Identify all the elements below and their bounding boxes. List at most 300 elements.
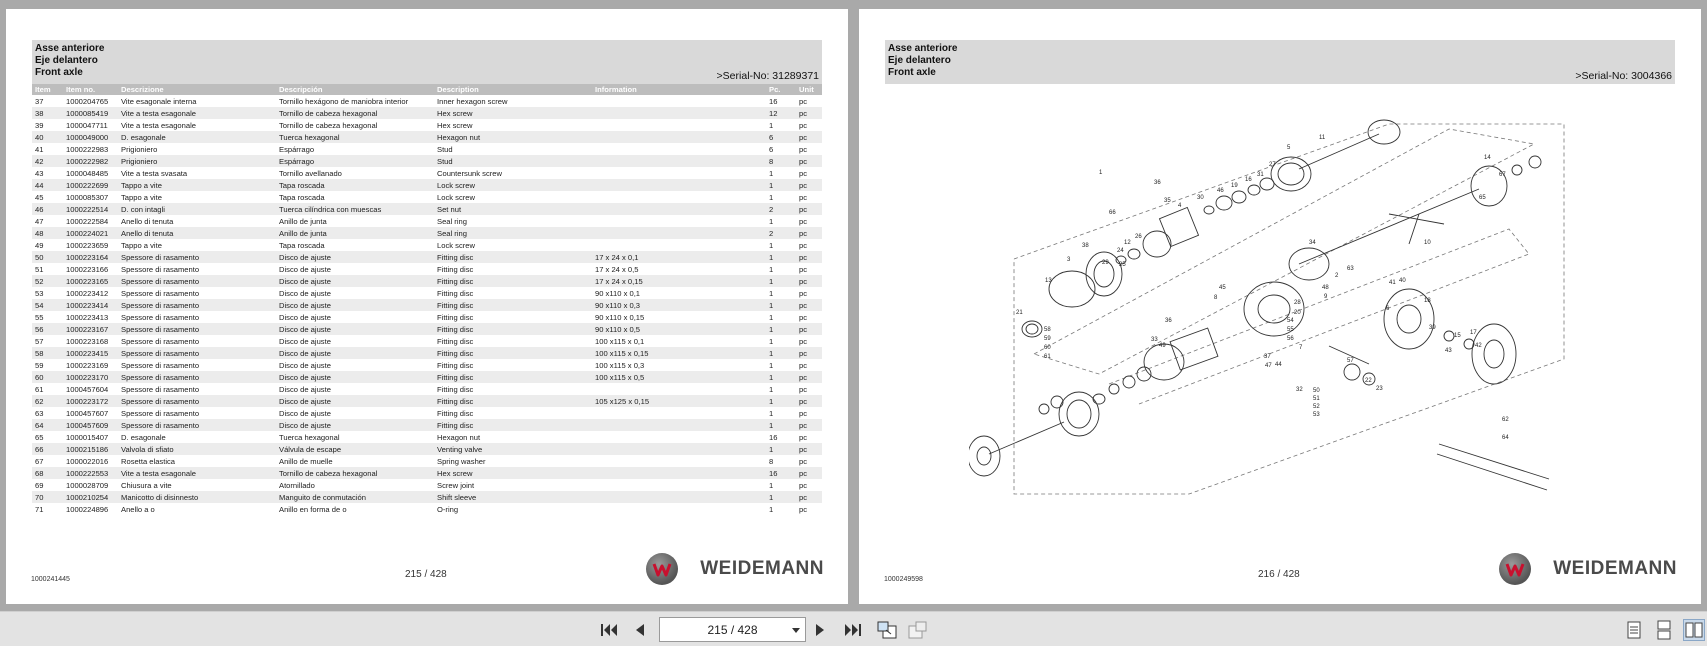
page-field-value: 215 / 428 [707, 622, 758, 637]
table-cell: 1000210254 [63, 491, 118, 503]
table-cell: Chiusura a vite [121, 480, 172, 490]
callout-label: 27 [1269, 162, 1276, 168]
continuous-page-icon[interactable] [1653, 619, 1675, 641]
table-cell: Screw joint [437, 480, 475, 490]
callout-label: 40 [1399, 278, 1406, 284]
table-cell: Disco de ajuste [279, 408, 331, 418]
table-cell: 1000223167 [63, 323, 118, 335]
table-cell: Disco de ajuste [276, 395, 434, 407]
table-cell: pc [796, 299, 822, 311]
logo-badge-icon [1499, 553, 1531, 585]
table-cell: Fitting disc [434, 251, 592, 263]
table-cell: Fitting disc [437, 264, 474, 274]
two-page-icon[interactable] [1683, 619, 1705, 641]
table-row [32, 239, 822, 251]
table-cell: Disco de ajuste [279, 264, 331, 274]
table-cell [592, 431, 766, 443]
table-cell: Disco de ajuste [279, 384, 331, 394]
table-row [32, 119, 822, 131]
callout-label: 46 [1217, 188, 1224, 194]
table-cell: 17 x 24 x 0,5 [595, 264, 639, 274]
callout-label: 67 [1499, 172, 1506, 178]
next-page-icon[interactable] [809, 619, 831, 641]
table-cell [592, 203, 766, 215]
table-cell: Spessore di rasamento [121, 408, 200, 418]
page-number-field[interactable] [659, 617, 806, 642]
table-cell: pc [796, 275, 822, 287]
single-page-icon[interactable] [1623, 619, 1645, 641]
table-row [32, 407, 822, 419]
table-cell: Spessore di rasamento [118, 299, 276, 311]
table-cell: pc [799, 408, 808, 418]
table-cell: Stud [434, 155, 592, 167]
table-cell [592, 95, 766, 107]
table-row [32, 263, 822, 275]
table-cell: Spessore di rasamento [118, 371, 276, 383]
lower-housing-parts [969, 282, 1549, 490]
callout-label: 36 [1165, 318, 1172, 324]
callout-label: 18 [1424, 298, 1431, 304]
table-cell: Spessore di rasamento [121, 288, 200, 298]
table-row [32, 395, 822, 407]
table-cell: Countersunk screw [437, 168, 502, 178]
callout-label: 52 [1313, 404, 1320, 410]
table-cell: Anillo de junta [276, 227, 434, 239]
table-cell: 16 [766, 467, 796, 479]
table-cell: pc [799, 312, 808, 322]
table-cell: pc [796, 371, 822, 383]
table-cell: Tornillo de cabeza hexagonal [276, 467, 434, 479]
table-cell: 1 [766, 347, 796, 359]
callout-label: 65 [1479, 195, 1486, 201]
table-cell: 67 [35, 456, 44, 466]
table-cell: 66 [32, 443, 63, 455]
table-cell: Disco de ajuste [279, 360, 331, 370]
table-cell: 1 [766, 395, 796, 407]
callout-label: 2 [1335, 273, 1339, 279]
table-cell: Tapa roscada [279, 192, 325, 202]
table-cell: 1 [769, 120, 774, 130]
table-cell: Tuerca cilíndrica con muescas [276, 203, 434, 215]
table-cell: pc [796, 179, 822, 191]
table-cell: 38 [32, 107, 63, 119]
table-cell: D. con intagli [118, 203, 276, 215]
table-cell: 1 [766, 179, 796, 191]
table-row [32, 131, 822, 143]
callout-label: 15 [1454, 333, 1461, 339]
weidemann-logo [646, 553, 824, 585]
title-spanish: Eje delantero [888, 55, 951, 66]
table-cell: Set nut [434, 203, 592, 215]
table-cell: pc [796, 131, 822, 143]
last-page-icon[interactable] [842, 619, 864, 641]
table-cell: 1000222983 [66, 144, 109, 154]
table-cell: D. esagonale [118, 131, 276, 143]
section-header [32, 40, 822, 84]
callout-label: 4 [1178, 203, 1182, 209]
table-cell: Fitting disc [434, 347, 592, 359]
table-cell: O-ring [437, 504, 459, 514]
callout-label: 48 [1322, 285, 1329, 291]
callout-label: 51 [1313, 396, 1320, 402]
callout-label: 17 [1470, 330, 1477, 336]
table-cell: 45 [35, 192, 44, 202]
table-cell: pc [799, 456, 808, 466]
table-cell: 1000085307 [66, 192, 109, 202]
table-cell: 57 [35, 336, 44, 346]
callout-label: 11 [1319, 135, 1326, 141]
table-row [32, 227, 822, 239]
table-cell [592, 119, 766, 131]
table-cell: 49 [35, 240, 44, 250]
page-number: 215 / 428 [405, 569, 447, 580]
table-row [32, 155, 822, 167]
section-header [885, 40, 1675, 84]
serial-number: >Serial-No: 31289371 [716, 70, 819, 82]
table-cell [592, 503, 766, 515]
title-italian: Asse anteriore [888, 43, 958, 54]
table-cell: Disco de ajuste [276, 371, 434, 383]
callout-label: 41 [1389, 280, 1396, 286]
table-cell: Disco de ajuste [279, 336, 331, 346]
table-cell: Tornillo avellanado [279, 168, 342, 178]
table-cell: Anillo en forma de o [279, 504, 347, 514]
table-cell: Hex screw [434, 107, 592, 119]
table-header-row [32, 84, 822, 95]
table-row [32, 467, 822, 479]
table-cell: Vite a testa esagonale [118, 467, 276, 479]
table-cell: 1000223169 [66, 360, 109, 370]
table-cell: 1000223168 [66, 336, 109, 346]
table-cell: Spessore di rasamento [118, 395, 276, 407]
table-cell: pc [796, 347, 822, 359]
callout-label: 31 [1257, 172, 1264, 178]
table-cell: 1 [766, 419, 796, 431]
table-cell: 1000224021 [63, 227, 118, 239]
callout-label: 61 [1044, 354, 1051, 360]
table-cell: 1000028709 [66, 480, 109, 490]
table-cell: Spring washer [437, 456, 486, 466]
table-cell: Fitting disc [434, 371, 592, 383]
table-cell: pc [799, 504, 808, 514]
table-cell: 1 [766, 491, 796, 503]
forward-view-icon[interactable] [907, 619, 929, 641]
table-cell: 41 [35, 144, 44, 154]
table-cell: 6 [769, 144, 774, 154]
callout-label: 38 [1082, 243, 1089, 249]
table-cell: pc [796, 419, 822, 431]
table-row [32, 323, 822, 335]
table-row [32, 311, 822, 323]
table-cell: 1000223659 [66, 240, 109, 250]
table-cell: 1000222699 [63, 179, 118, 191]
table-cell: 68 [32, 467, 63, 479]
exploded-axle-diagram [969, 104, 1569, 544]
table-cell: pc [799, 288, 808, 298]
callout-label: 10 [1424, 240, 1431, 246]
table-cell: Tappo a vite [121, 192, 162, 202]
table-cell [592, 215, 766, 227]
table-cell: 1 [766, 371, 796, 383]
table-cell: Disco de ajuste [279, 312, 331, 322]
table-cell: Tappo a vite [121, 240, 162, 250]
callout-label: 26 [1135, 234, 1142, 240]
table-cell: 90 x110 x 0,5 [592, 323, 766, 335]
table-cell: Tapa roscada [276, 179, 434, 191]
table-cell: 44 [32, 179, 63, 191]
table-cell: Prigioniero [118, 155, 276, 167]
callout-label: 43 [1445, 348, 1452, 354]
table-cell: pc [799, 192, 808, 202]
table-cell: 50 [32, 251, 63, 263]
table-cell: Spessore di rasamento [118, 251, 276, 263]
table-cell: pc [799, 120, 808, 130]
callout-label: 50 [1313, 388, 1320, 394]
table-cell: Tornillo de cabeza hexagonal [276, 107, 434, 119]
callout-label: 55 [1287, 327, 1294, 333]
table-row [32, 479, 822, 491]
table-row [32, 143, 822, 155]
table-cell: 1000223164 [63, 251, 118, 263]
callout-label: 28 [1294, 300, 1301, 306]
table-cell: Spessore di rasamento [121, 264, 200, 274]
document-id: 1000249598 [884, 576, 923, 583]
table-cell: 1000457604 [66, 384, 109, 394]
table-cell: Tappo a vite [118, 179, 276, 191]
callout-label: 19 [1231, 183, 1238, 189]
table-row [32, 191, 822, 203]
callout-label: 33 [1151, 337, 1158, 343]
callout-label: 29 [1102, 260, 1109, 266]
table-cell: Lock screw [437, 240, 475, 250]
callout-label: 59 [1044, 336, 1051, 342]
table-row [32, 455, 822, 467]
table-row [32, 299, 822, 311]
table-row [32, 107, 822, 119]
table-cell: 1000047711 [66, 120, 108, 130]
table-cell: pc [799, 432, 808, 442]
table-cell: 1 [766, 299, 796, 311]
table-cell: pc [796, 227, 822, 239]
table-row [32, 419, 822, 431]
first-page-icon[interactable] [598, 619, 620, 641]
table-cell: Disco de ajuste [276, 419, 434, 431]
logo-badge-icon [646, 553, 678, 585]
chevron-down-icon[interactable] [792, 628, 800, 633]
table-row [32, 203, 822, 215]
table-cell: Spessore di rasamento [118, 275, 276, 287]
table-cell: Manguito de conmutación [276, 491, 434, 503]
column-header: Unit [796, 84, 822, 95]
table-cell: 1 [769, 192, 774, 202]
table-cell: 6 [766, 131, 796, 143]
table-cell: 1 [769, 504, 774, 514]
column-header: Item no. [63, 84, 118, 95]
table-cell: Venting valve [434, 443, 592, 455]
table-cell: 1 [769, 216, 774, 226]
table-cell: Vite a testa esagonale [121, 120, 197, 130]
table-cell [592, 491, 766, 503]
column-header: Descrizione [118, 84, 276, 95]
callout-label: 57 [1347, 358, 1354, 364]
table-cell: 1000222584 [66, 216, 109, 226]
callout-label: 12 [1124, 240, 1131, 246]
callout-label: 6 [1386, 306, 1390, 312]
callout-label: 37 [1264, 354, 1271, 360]
table-cell: 1 [769, 336, 774, 346]
table-cell: Hex screw [434, 467, 592, 479]
table-cell: 63 [35, 408, 44, 418]
table-cell: 8 [766, 155, 796, 167]
table-cell: 65 [35, 432, 44, 442]
prev-page-icon[interactable] [629, 619, 651, 641]
table-cell: Espárrago [279, 144, 315, 154]
table-cell: 52 [32, 275, 63, 287]
table-cell: pc [799, 240, 808, 250]
table-cell: Disco de ajuste [276, 299, 434, 311]
table-cell: 2 [766, 227, 796, 239]
table-cell: Atornillado [279, 480, 315, 490]
table-cell: Spessore di rasamento [118, 347, 276, 359]
table-cell: Fitting disc [437, 408, 474, 418]
callout-label: 14 [1484, 155, 1491, 161]
table-row [32, 251, 822, 263]
table-cell: Shift sleeve [434, 491, 592, 503]
table-cell [592, 143, 766, 155]
callout-label: 23 [1376, 386, 1383, 392]
table-cell: 1000048485 [66, 168, 109, 178]
table-row [32, 347, 822, 359]
table-cell: 1000015407 [66, 432, 109, 442]
table-cell: 1 [766, 323, 796, 335]
table-cell [592, 227, 766, 239]
table-cell: 2 [766, 203, 796, 215]
callout-label: 36 [1154, 180, 1161, 186]
table-cell: Vite a testa svasata [121, 168, 188, 178]
table-cell: 100 x115 x 0,3 [595, 360, 645, 370]
table-cell: Manicotto di disinnesto [118, 491, 276, 503]
parts-table [32, 84, 822, 515]
table-cell: Valvola di sfiato [118, 443, 276, 455]
table-cell: 1000223414 [63, 299, 118, 311]
table-cell: Válvula de escape [276, 443, 434, 455]
column-header: Item [32, 84, 63, 95]
table-row [32, 179, 822, 191]
table-cell: Disco de ajuste [276, 347, 434, 359]
table-cell: Disco de ajuste [276, 323, 434, 335]
weidemann-logo [1499, 553, 1677, 585]
table-cell: 1 [769, 384, 774, 394]
table-cell: pc [796, 443, 822, 455]
table-cell: pc [799, 96, 808, 106]
table-cell: Fitting disc [434, 299, 592, 311]
table-cell: 100 x115 x 0,5 [592, 371, 766, 383]
table-cell: Disco de ajuste [276, 251, 434, 263]
table-cell: 1000204765 [66, 96, 109, 106]
table-body [32, 95, 822, 515]
table-row [32, 491, 822, 503]
table-cell [592, 467, 766, 479]
table-cell: 1 [769, 240, 774, 250]
callout-label: 5 [1287, 145, 1291, 151]
table-row [32, 335, 822, 347]
diagram-frame-lines [1014, 124, 1564, 494]
table-cell: 12 [766, 107, 796, 119]
table-cell: 1 [766, 251, 796, 263]
table-cell: Inner hexagon screw [437, 96, 508, 106]
table-cell: pc [799, 168, 808, 178]
table-cell: pc [796, 107, 822, 119]
table-cell: 64 [32, 419, 63, 431]
table-cell: 69 [35, 480, 44, 490]
callout-label: 22 [1365, 378, 1372, 384]
table-cell [592, 239, 766, 251]
table-cell: Fitting disc [434, 419, 592, 431]
table-cell: Fitting disc [434, 275, 592, 287]
table-cell: 46 [32, 203, 63, 215]
table-cell: 1000223170 [63, 371, 118, 383]
table-cell: 1 [769, 408, 774, 418]
callout-label: 45 [1219, 285, 1226, 291]
callout-label: 62 [1502, 417, 1509, 423]
table-row [32, 167, 822, 179]
table-cell: 1000222514 [63, 203, 118, 215]
table-cell: 16 [769, 96, 778, 106]
table-row [32, 371, 822, 383]
table-cell: Stud [437, 144, 453, 154]
table-cell [592, 167, 766, 179]
table-cell: 37 [35, 96, 44, 106]
table-cell: 8 [769, 456, 774, 466]
table-cell: Espárrago [276, 155, 434, 167]
pdf-viewer-toolbar [0, 611, 1707, 646]
table-cell: 1 [769, 168, 774, 178]
table-cell: pc [796, 395, 822, 407]
table-cell: 55 [35, 312, 44, 322]
table-cell: 1000222553 [63, 467, 118, 479]
table-cell: Seal ring [434, 227, 592, 239]
table-cell: 1000223415 [63, 347, 118, 359]
callout-label: 7 [1299, 345, 1303, 351]
back-view-icon[interactable] [876, 619, 898, 641]
callout-label: 47 [1265, 363, 1272, 369]
table-cell: Tornillo hexágono de maniobra interior [279, 96, 409, 106]
table-row [32, 383, 822, 395]
table-cell: 71 [35, 504, 44, 514]
table-cell: pc [796, 203, 822, 215]
table-cell: Anillo de junta [279, 216, 327, 226]
table-cell: pc [799, 264, 808, 274]
table-row [32, 275, 822, 287]
table-cell: 1 [769, 264, 774, 274]
callout-label: 30 [1197, 195, 1204, 201]
callout-label: 63 [1347, 266, 1354, 272]
table-cell: 1 [766, 275, 796, 287]
table-cell: Tornillo de cabeza hexagonal [279, 120, 378, 130]
left-page [6, 9, 848, 604]
table-cell: 61 [35, 384, 44, 394]
table-cell: Lock screw [437, 192, 475, 202]
table-cell: 1 [769, 360, 774, 370]
table-cell: 60 [32, 371, 63, 383]
table-cell: 17 x 24 x 0,1 [592, 251, 766, 263]
table-cell [592, 443, 766, 455]
table-row [32, 287, 822, 299]
callout-label: 60 [1044, 345, 1051, 351]
table-cell: 62 [32, 395, 63, 407]
callout-label: 54 [1287, 318, 1294, 324]
callout-label: 21 [1016, 310, 1023, 316]
